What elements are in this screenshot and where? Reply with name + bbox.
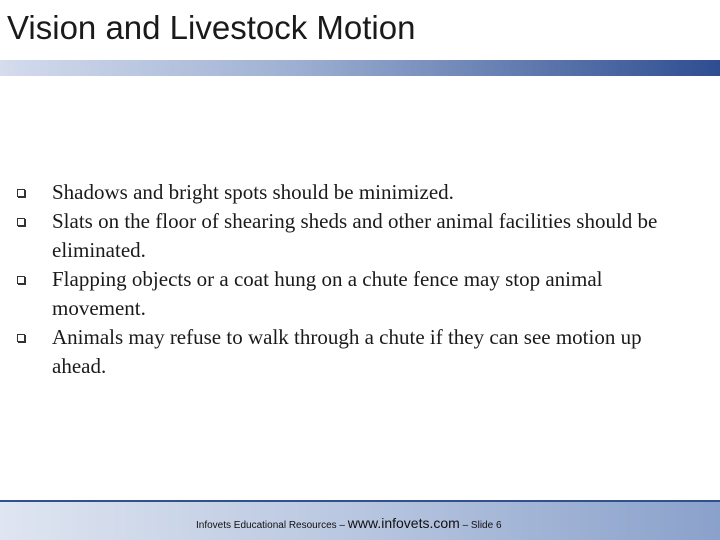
bullet-list [0,178,720,381]
bullet-text: Slats on the floor of shearing sheds and other animal facilities should be eliminated. [52,209,658,262]
bullet-item [0,207,720,265]
footer-slide-number: – Slide 6 [459,520,502,531]
header-bar [0,60,720,76]
footer-url-link[interactable]: www.infovets.com [347,515,460,531]
hollow-square-bullet-icon [17,218,25,226]
footer-prefix: Infovets Educational Resources – [196,520,348,531]
bullet-item [0,265,720,323]
slide-title: Vision and Livestock Motion [7,9,416,46]
footer-text [196,515,502,533]
bullet-item [0,178,720,207]
hollow-square-bullet-icon [17,276,25,284]
bullet-item [0,323,720,381]
hollow-square-bullet-icon [17,334,25,342]
bullet-text: Flapping objects or a coat hung on a chute fence may stop animal movement. [52,267,603,320]
hollow-square-bullet-icon [17,189,25,197]
bullet-text: Animals may refuse to walk through a chute if they can see motion up ahead. [52,325,642,378]
bullet-text: Shadows and bright spots should be minimized. [52,180,454,204]
footer-divider [0,500,720,502]
